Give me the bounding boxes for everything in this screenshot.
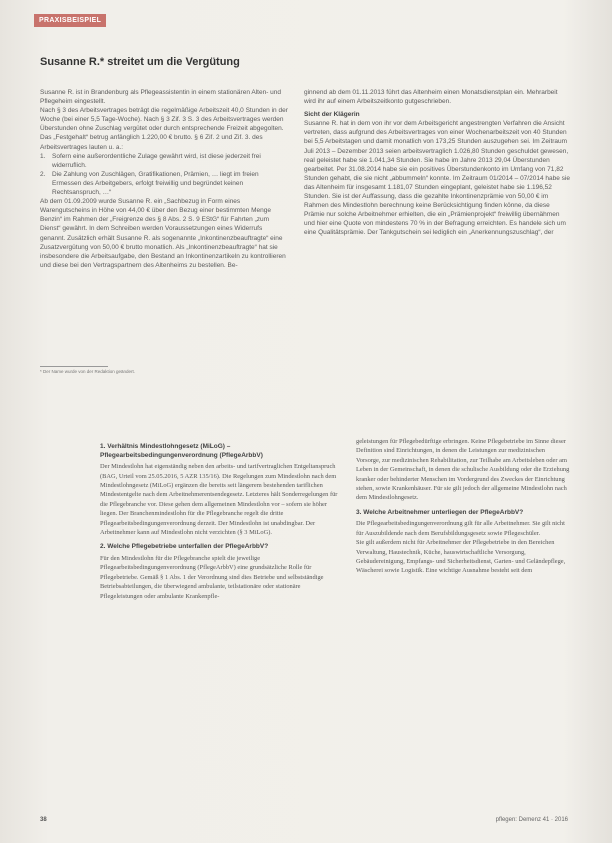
- list-number: 1.: [40, 152, 46, 160]
- paragraph: Susanne R. hat in dem von ihr vor dem Arbeitsgericht angestrengten Verfahren die Ansicht vertreten, dass aufgrund des Arbeitsvertrages von einer Wochenarbeitszeit von 40 Stunden bei 5,5 Arbeitstagen und damit monatlich von 173,25 Stunden auszugehen sei. Im Zeitraum Juli 2013 – Dezember 2013 seien arbeitsvertraglich 1.026,80 Stunden geschuldet gewesen, real geleistet habe sie 1.041,34 Stunden. Sie habe im Jahre 2013 29,04 Überstunden gearbeitet. Per 31.08.2014 habe sie ein positives Überstundenkonto im Umfang von 71,82 Stunden gehabt, die sie nicht „abbummeln“ konnte. Im Zeitraum 01/2014 – 07/2014 habe sie das Altenheim für insgesamt 1.181,07 Stunden eingeplant, geleistet habe sie 1.196,52 Stunden. Sie ist der Auffassung, dass die gezahlte Inkontinenzprämie von 50,00 € im Rahmen des Mindestlohn berechnung keine Berücksichtigung finden könne, da diese Prämie nur solche Arbeitnehmer erhielten, die ein „Prämienprojekt“ freiwillig übernähmen und hier eine Quote von mindestens 70 % in der Befragung erreichten. Es handele sich um eine Qualitätsprämie. Der Tankgutschein sei lediglich ein „Anerkennungszuschlag“, der: [304, 120, 570, 237]
- paragraph: Susanne R. ist in Brandenburg als Pflegeassistentin in einem stationären Alten- und Pflegeheim eingestellt.: [40, 89, 282, 106]
- paragraph: Nach § 3 des Arbeitsvertrages beträgt die regelmäßige Arbeitszeit 40,0 Stunden in der Woche (bei einer 5,5 Tage-Woche). Nach § 3 Zif. 3 S. 3 des Arbeitsvertrages werden Überstunden ohne Zuschlag vergütet oder durch entsprechende Freizeit abgegolten. Das „Festgehalt“ betrug anfänglich 1.220,00 € brutto. § 6 Zif. 2 und Zif. 3. des Arbeitsvertrages lauten u. a.:: [40, 107, 288, 151]
- subheading: 3. Welche Arbeitnehmer unterliegen der PflegeArbbV?: [356, 508, 524, 516]
- subheading: 2. Welche Pflegebetriebe unterfallen der PflegeArbbV?: [100, 543, 269, 551]
- paragraph: Die Pflegearbeitsbedingungenverordnung gilt für alle Arbeitnehmer. Sie gilt nicht für Auszubildende nach dem Berufsbildungsgesetz sowie Pflegeschüler.: [356, 520, 565, 537]
- paragraph: Der Mindestlohn hat eigenständig neben den arbeits- und tarifvertraglichen Entgeltanspruch (BAG, Urteil vom 25.05.2016, 5 AZR 135/16). Die Regelungen zum Mindestlohn nach dem Mindestlohngesetz (MiLoG) ergänzen die bereits seit längerem bestehenden tariflichen Mindestentgelte nach dem Arbeitnehmerentsendegesetz. Letzteres hält Sonderregelungen für die Pflegebranche vor. Diese gehen dem allgemeinen Mindestlohn vor – sofern sie höher liegen. Der Branchenmindestlohn für die Pflegebranche regelt die dritte Pflegearbeitsbedingungenverordnung derzeit. Der Mindestlohn ist unabdingbar. Der Arbeitnehmer kann auf Mindestlohn nicht verzichten (§ 3 MiLoG).: [100, 463, 338, 537]
- page-number: 38: [40, 817, 47, 823]
- list-text: Die Zahlung von Zuschlägen, Gratifikationen, Prämien, … liegt im freien Ermessen des Arbeitgebers, erfolgt freiwillig und begründet keinen Rechtsanspruch, …“: [52, 170, 259, 197]
- case-column-right: [304, 88, 570, 360]
- subheading: 1. Verhältnis Mindestlohngesetz (MiLoG) – Pflegearbeitsbedingungenverordnung (PflegeArbbV): [100, 443, 263, 459]
- section-tag: PRAXISBEISPIEL: [34, 14, 106, 27]
- paragraph: geleistungen für Pflegebedürftige erbringen. Keine Pflegebetriebe im Sinne dieser Definition sind Einrichtungen, in denen die Leistungen zur medizinischen Vorsorge, zur medizinischen Rehabilitation, zur Teilhabe am Arbeitsleben oder am Leben in der Gemeinschaft, in denen die schulische Ausbildung oder die Erziehung kranker oder behinderter Menschen im Vordergrund des Zweckes der Einrichtung stehen, sowie Krankenhäuser. Für sie gilt jedoch der allgemeine Mindestlohn nach dem Mindestlohngesetz.: [356, 438, 570, 502]
- article-column-left: [100, 437, 340, 809]
- list-item: [40, 170, 289, 197]
- footnote-rule: [40, 366, 108, 367]
- paragraph: Für den Mindestlohn für die Pflegebranche spielt die jeweilige Pflegearbeitsbedingungenverordnung (PflegeArbbV) eine grundsätzliche Rolle für Pflegebetriebe. Gemäß § 1 Abs. 1 der Verordnung sind dies Betriebe und selbstständige Betriebsabteilungen, die überwiegend ambulante, teilstationäre oder stationäre Pflegeleistungen oder ambulante Krankenpfle-: [100, 555, 324, 600]
- list-text: Sofern eine außerordentliche Zulage gewährt wird, ist diese jederzeit frei widerruflich.: [52, 152, 261, 169]
- list-item: [40, 152, 289, 170]
- journal-issue: pflegen: Demenz 41 · 2016: [495, 817, 568, 823]
- subheading: Sicht der Klägerin: [304, 111, 360, 119]
- paragraph: ginnend ab dem 01.11.2013 führt das Altenheim einen Monatsdienstplan ein. Mehrarbeit wird ihr auf einem Arbeitszeitkonto gutgeschrieben.: [304, 89, 558, 106]
- article-column-right: [356, 437, 570, 809]
- paragraph: Ab dem 01.09.2009 wurde Susanne R. ein „Sachbezug in Form eines Warengutscheins in Höhe von 44,00 € über den Bezug einer bestimmten Menge Benzin“ im Rahmen der „Freigrenze des § 8 Abs. 2 S. 9 EStG“ für Fahrten „zum Dienst“ gewährt. In dem Schreiben werden Voraussetzungen eines Widerrufs genannt. Zusätzlich erhält Susanne R. als sogenannte „Inkontinenzbeauftragte“ eine Zusatzvergütung von 50,00 € brutto monatlich. Als „Inkontinenzbeauftragte“ hat sie insbesondere die Arbeitsaufgabe, den Bestand an Inkontinenzartikeln zu kontrollieren und diese bei den Vertragspartnern des Altenheims zu bestellen. Be-: [40, 198, 286, 269]
- footnote: * Der Name wurde von der Redaktion geändert.: [40, 369, 136, 374]
- list-number: 2.: [40, 170, 46, 178]
- article-title: Susanne R.* streitet um die Vergütung: [40, 56, 240, 68]
- paragraph: Sie gilt außerdem nicht für Arbeitnehmer der Pflegebetriebe in den Bereichen Verwaltung, Haustechnik, Küche, hauswirtschaftliche Versorgung, Gebäudereinigung, Empfangs- und Sicherheitsdienst, Garten- und Geländepflege, Wäscherei sowie Logistik. Eine wichtige Ausnahme besteht seit dem: [356, 539, 566, 575]
- case-column-left: [40, 88, 289, 360]
